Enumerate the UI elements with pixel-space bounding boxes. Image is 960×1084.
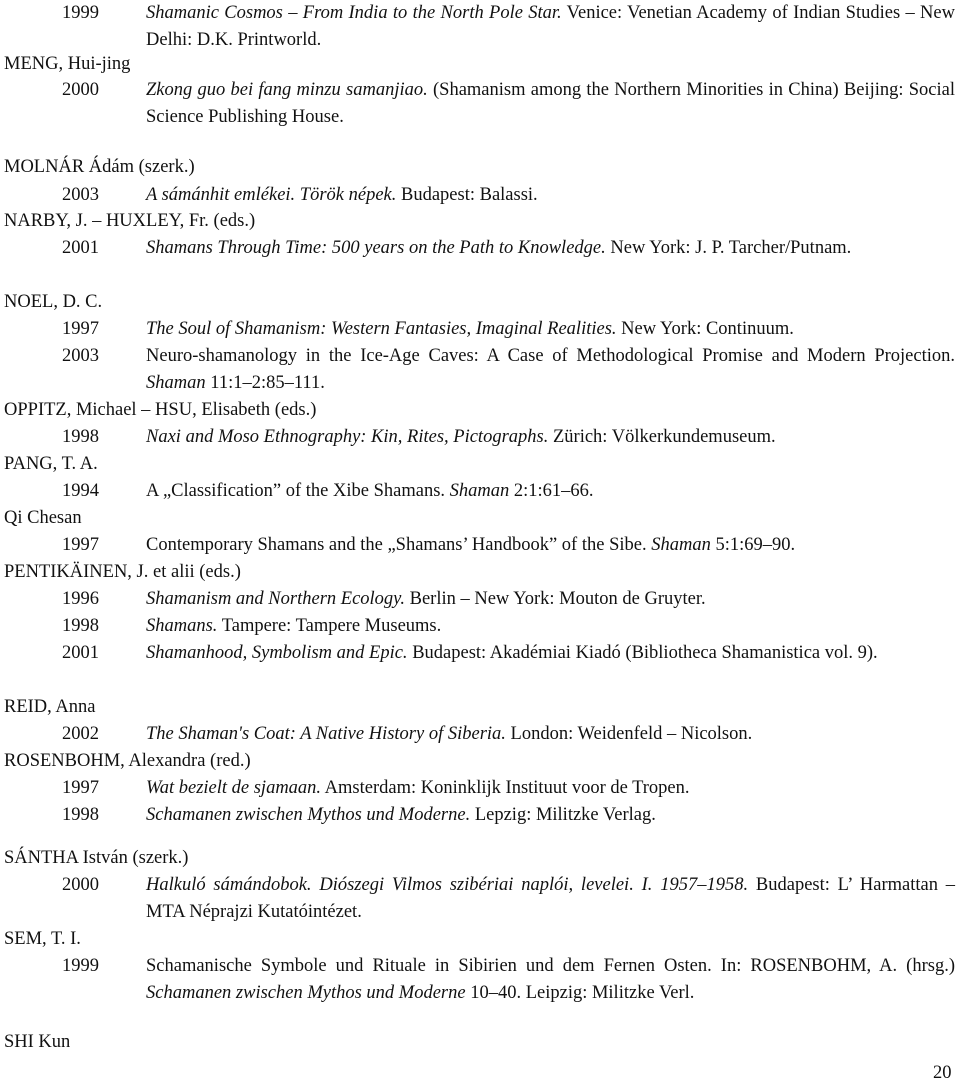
entry-publisher: Amsterdam: Koninklijk Instituut voor de Tropen. bbox=[321, 778, 690, 798]
entry-title: Neuro-shamanology in the Ice-Age Caves: A Case of Methodological Promise and Modern Projection. bbox=[146, 346, 955, 366]
entry-year: 1997 bbox=[62, 535, 99, 555]
entry-title: Schamanen zwischen Mythos und Moderne. bbox=[146, 805, 471, 825]
entry-title: Shamanic Cosmos – From India to the North Pole Star. bbox=[146, 3, 562, 23]
entry-year: 1996 bbox=[62, 589, 99, 609]
author-heading: SÁNTHA István (szerk.) bbox=[4, 848, 189, 868]
entry-title: Shamanhood, Symbolism and Epic. bbox=[146, 643, 408, 663]
entry-year: 1997 bbox=[62, 319, 99, 339]
entry-title: A „Classification” of the Xibe Shamans. bbox=[146, 481, 450, 501]
entry-title: Halkuló sámándobok. Diószegi Vilmos szibériai naplói, levelei. I. 1957–1958. bbox=[146, 875, 749, 895]
author-heading: SEM, T. I. bbox=[4, 929, 81, 949]
author-heading: NARBY, J. – HUXLEY, Fr. (eds.) bbox=[4, 211, 256, 231]
entry-text bbox=[146, 953, 955, 1007]
entry-text bbox=[146, 532, 955, 559]
entry-publisher: New York: Continuum. bbox=[616, 319, 794, 339]
entry-title: Schamanische Symbole und Rituale in Sibirien und dem Fernen Osten. In: ROSENBOHM, A. (hrsg.) bbox=[146, 956, 955, 976]
entry-year: 2000 bbox=[62, 80, 99, 100]
entry-text bbox=[146, 316, 955, 343]
entry-year: 1998 bbox=[62, 805, 99, 825]
entry-publisher: Lepzig: Militzke Verlag. bbox=[470, 805, 656, 825]
entry-publisher: London: Weidenfeld – Nicolson. bbox=[505, 724, 753, 744]
entry-title: The Soul of Shamanism: Western Fantasies, Imaginal Realities. bbox=[146, 319, 617, 339]
entry-text bbox=[146, 872, 955, 926]
entry-text bbox=[146, 77, 955, 131]
entry-text bbox=[146, 802, 955, 829]
entry-year: 2003 bbox=[62, 346, 99, 366]
entry-publisher: Tampere: Tampere Museums. bbox=[217, 616, 442, 636]
author-heading: MENG, Hui-jing bbox=[4, 54, 131, 74]
entry-title: Naxi and Moso Ethnography: Kin, Rites, Pictographs. bbox=[146, 427, 549, 447]
entry-publisher: (Shamanism among the Northern Minorities in China) Beijing: Social Science Publishing House. bbox=[146, 80, 956, 127]
journal-issue: 2:1:61–66. bbox=[509, 481, 594, 501]
entry-title: Zkong guo bei fang minzu samanjiao. bbox=[146, 80, 428, 100]
author-heading: OPPITZ, Michael – HSU, Elisabeth (eds.) bbox=[4, 400, 317, 420]
entry-publisher: Budapest: Balassi. bbox=[396, 185, 538, 205]
entry-text bbox=[146, 613, 955, 640]
entry-text bbox=[146, 0, 955, 54]
entry-text bbox=[146, 586, 955, 613]
entry-title: The Shaman's Coat: A Native History of Siberia. bbox=[146, 724, 506, 744]
journal-issue: 11:1–2:85–111. bbox=[205, 373, 325, 393]
entry-year: 2003 bbox=[62, 185, 99, 205]
entry-text bbox=[146, 235, 955, 262]
entry-title: Shamans Through Time: 500 years on the Path to Knowledge. bbox=[146, 238, 606, 258]
entry-year: 2001 bbox=[62, 643, 99, 663]
entry-title: Shamans. bbox=[146, 616, 218, 636]
entry-publisher: Zürich: Völkerkundemuseum. bbox=[548, 427, 776, 447]
entry-text bbox=[146, 640, 955, 667]
entry-year: 1998 bbox=[62, 616, 99, 636]
author-heading: REID, Anna bbox=[4, 697, 96, 717]
author-heading: Qi Chesan bbox=[4, 508, 82, 528]
entry-year: 2001 bbox=[62, 238, 99, 258]
journal-name: Shaman bbox=[146, 373, 206, 393]
entry-year: 1994 bbox=[62, 481, 99, 501]
entry-publisher: Budapest: Akadémiai Kiadó (Bibliotheca Shamanistica vol. 9). bbox=[407, 643, 878, 663]
entry-text bbox=[146, 424, 955, 451]
entry-publisher: Berlin – New York: Mouton de Gruyter. bbox=[405, 589, 706, 609]
page-number: 20 bbox=[933, 1063, 952, 1083]
entry-publisher: 10–40. Leipzig: Militzke Verl. bbox=[465, 983, 695, 1003]
author-heading: PENTIKÄINEN, J. et alii (eds.) bbox=[4, 562, 241, 582]
entry-publisher: Venice: Venetian Academy of Indian Studies – New Delhi: D.K. Printworld. bbox=[146, 3, 955, 50]
entry-year: 1998 bbox=[62, 427, 99, 447]
entry-publisher: Budapest: L’ Harmattan – MTA Néprajzi Kutatóintézet. bbox=[146, 875, 955, 922]
journal-name: Shaman bbox=[449, 481, 510, 501]
entry-year: 1999 bbox=[62, 3, 99, 23]
entry-year: 2000 bbox=[62, 875, 99, 895]
author-heading: MOLNÁR Ádám (szerk.) bbox=[4, 157, 195, 177]
entry-title: Wat bezielt de sjamaan. bbox=[146, 778, 322, 798]
entry-text bbox=[146, 478, 955, 505]
entry-text bbox=[146, 343, 955, 397]
entry-text bbox=[146, 721, 955, 748]
author-heading: NOEL, D. C. bbox=[4, 292, 103, 312]
journal-issue: 5:1:69–90. bbox=[710, 535, 796, 555]
entry-year: 2002 bbox=[62, 724, 99, 744]
entry-year: 1997 bbox=[62, 778, 99, 798]
author-heading: ROSENBOHM, Alexandra (red.) bbox=[4, 751, 251, 771]
book-title: Schamanen zwischen Mythos und Moderne bbox=[146, 983, 466, 1003]
entry-publisher: New York: J. P. Tarcher/Putnam. bbox=[605, 238, 852, 258]
entry-text bbox=[146, 775, 955, 802]
entry-year: 1999 bbox=[62, 956, 99, 976]
entry-text bbox=[146, 182, 955, 209]
author-heading: SHI Kun bbox=[4, 1032, 71, 1052]
entry-title: Contemporary Shamans and the „Shamans’ Handbook” of the Sibe. bbox=[146, 535, 652, 555]
journal-name: Shaman bbox=[651, 535, 711, 555]
author-heading: PANG, T. A. bbox=[4, 454, 98, 474]
entry-title: Shamanism and Northern Ecology. bbox=[146, 589, 405, 609]
entry-title: A sámánhit emlékei. Török népek. bbox=[146, 185, 397, 205]
